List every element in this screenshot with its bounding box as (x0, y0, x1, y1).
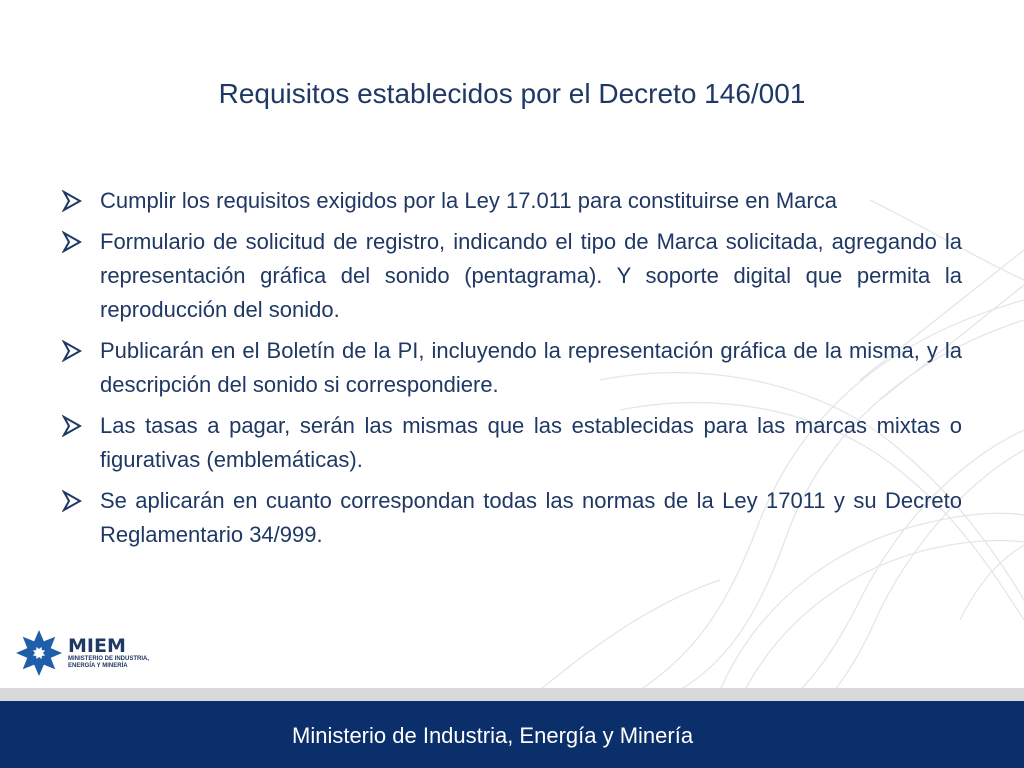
bullet-item (62, 334, 962, 402)
arrow-bullet-icon (62, 231, 82, 253)
footer-text: Ministerio de Industria, Energía y Minería (292, 723, 694, 748)
bullet-item (62, 225, 962, 327)
bullet-text: Formulario de solicitud de registro, indicando el tipo de Marca solicitada, agregando la representación gráfica del sonido (pentagrama). Y soporte digital que permita la reproducción del sonido. (100, 229, 962, 322)
miem-star-logo-icon (14, 628, 64, 678)
arrow-bullet-icon (62, 415, 82, 437)
logo-subtitle-2: ENERGÍA Y MINERÍA (68, 663, 128, 669)
arrow-bullet-icon (62, 190, 82, 212)
logo-name: MIEM (68, 635, 126, 657)
footer-band (0, 701, 1024, 768)
arrow-bullet-icon (62, 340, 82, 362)
bullet-text: Se aplicarán en cuanto correspondan todas las normas de la Ley 17011 y su Decreto Reglamentario 34/999. (100, 488, 962, 547)
logo-text (68, 636, 158, 670)
bullet-item (62, 484, 962, 552)
bullet-list (62, 184, 962, 559)
bullet-text: Cumplir los requisitos exigidos por la Ley 17.011 para constituirse en Marca (100, 188, 837, 213)
slide-title: Requisitos establecidos por el Decreto 146/001 (218, 78, 806, 109)
bullet-item (62, 184, 962, 218)
bullet-item (62, 409, 962, 477)
footer-gray-strip (0, 688, 1024, 701)
logo-subtitle-1: MINISTERIO DE INDUSTRIA, (68, 656, 150, 662)
bullet-text: Publicarán en el Boletín de la PI, incluyendo la representación gráfica de la misma, y la descripción del sonido si correspondiere. (100, 338, 962, 397)
bullet-text: Las tasas a pagar, serán las mismas que las establecidas para las marcas mixtas o figurativas (emblemáticas). (100, 413, 962, 472)
miem-logo (14, 626, 154, 680)
arrow-bullet-icon (62, 490, 82, 512)
